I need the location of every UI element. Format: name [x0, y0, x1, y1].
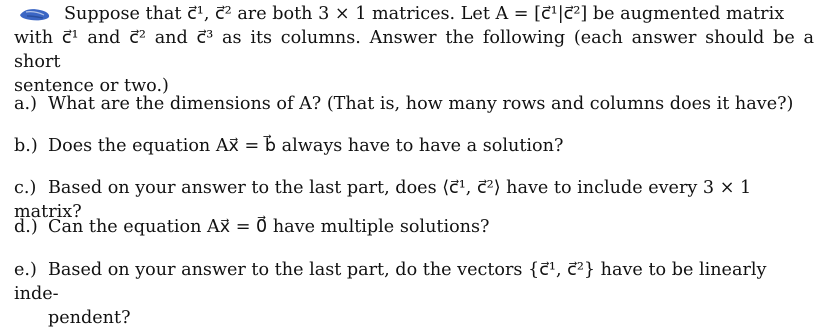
- question-b: [14, 134, 814, 158]
- question-label: d.): [14, 217, 38, 237]
- question-d: [14, 215, 814, 239]
- question-a: [14, 92, 814, 116]
- question-text: Can the equation Ax⃗ = 0⃗ have multiple solutions?: [48, 217, 490, 237]
- question-e: [14, 258, 814, 330]
- question-label: a.): [14, 94, 37, 114]
- question-text: What are the dimensions of A? (That is, how many rows and columns does it have?): [48, 94, 794, 114]
- question-text: Does the equation Ax⃗ = b⃗ always have to have a solution?: [48, 136, 564, 156]
- problem-intro: [14, 2, 814, 98]
- question-text: Based on your answer to the last part, do the vectors {c⃗¹, c⃗²} have to be linearly inde-: [14, 260, 767, 304]
- question-text-continued: pendent?: [48, 308, 131, 328]
- intro-line-3: sentence or two.): [14, 76, 169, 96]
- question-label: c.): [14, 178, 37, 198]
- intro-line-2: with c⃗¹ and c⃗² and c⃗³ as its columns. Answer the following (each answer should be a short: [14, 28, 814, 72]
- question-label: e.): [14, 260, 37, 280]
- question-text: Based on your answer to the last part, does ⟨c⃗¹, c⃗²⟩ have to include every 3 × 1 matrix?: [14, 178, 752, 222]
- intro-line-1: Suppose that c⃗¹, c⃗² are both 3 × 1 matrices. Let A = [c⃗¹|c⃗²] be augmented matrix: [64, 4, 785, 24]
- question-label: b.): [14, 136, 38, 156]
